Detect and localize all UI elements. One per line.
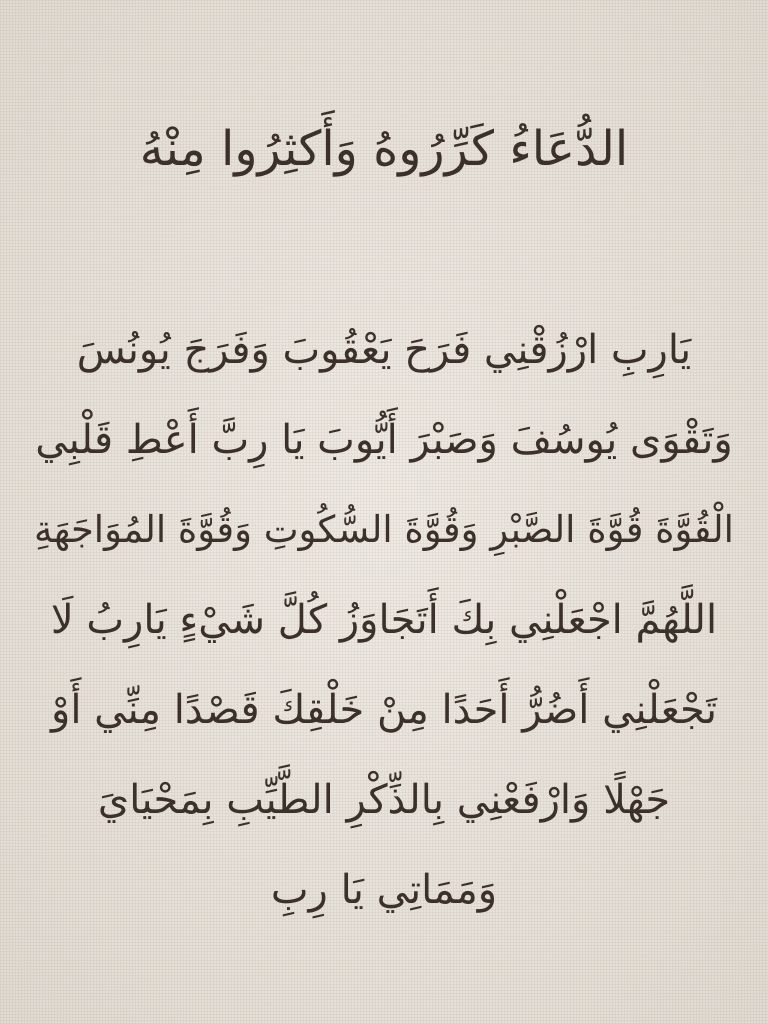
prayer-line-5: تَجْعَلْنِي أَضُرُّ أَحَدًا مِنْ خَلْقِكَ قَصْدًا مِنِّي أَوْ	[51, 687, 717, 733]
prayer-line-4: اللَّهُمَّ اجْعَلْنِي بِكَ أَتَجَاوَزُ كُلَّ شَيْءٍ يَارِبُ لَا	[50, 597, 718, 643]
prayer-line-6: جَهْلًا وَارْفَعْنِي بِالذِّكْرِ الطَّيِّبِ بِمَحْيَايَ	[97, 777, 671, 823]
prayer-line-1: يَارِبِ ارْزُقْنِي فَرَحَ يَعْقُوبَ وَفَرَجَ يُونُسَ	[76, 327, 692, 373]
page-title: الدُّعَاءُ كَرِّرُوهُ وَأَكثِرُوا مِنْهُ	[139, 121, 629, 177]
prayer-text	[30, 305, 738, 935]
prayer-line-2: وَتَقْوَى يُوسُفَ وَصَبْرَ أَيُّوبَ يَا رِبَّ أَعْطِ قَلْبِي	[35, 417, 733, 463]
prayer-line-7: وَمَمَاتِي يَا رِبِ	[270, 867, 498, 913]
prayer-line-3: الْقُوَّةَ قُوَّةَ الصَّبْرِ وَقُوَّةَ السُّكُوتِ وَقُوَّةَ المُوَاجَهَةِ	[34, 508, 734, 551]
